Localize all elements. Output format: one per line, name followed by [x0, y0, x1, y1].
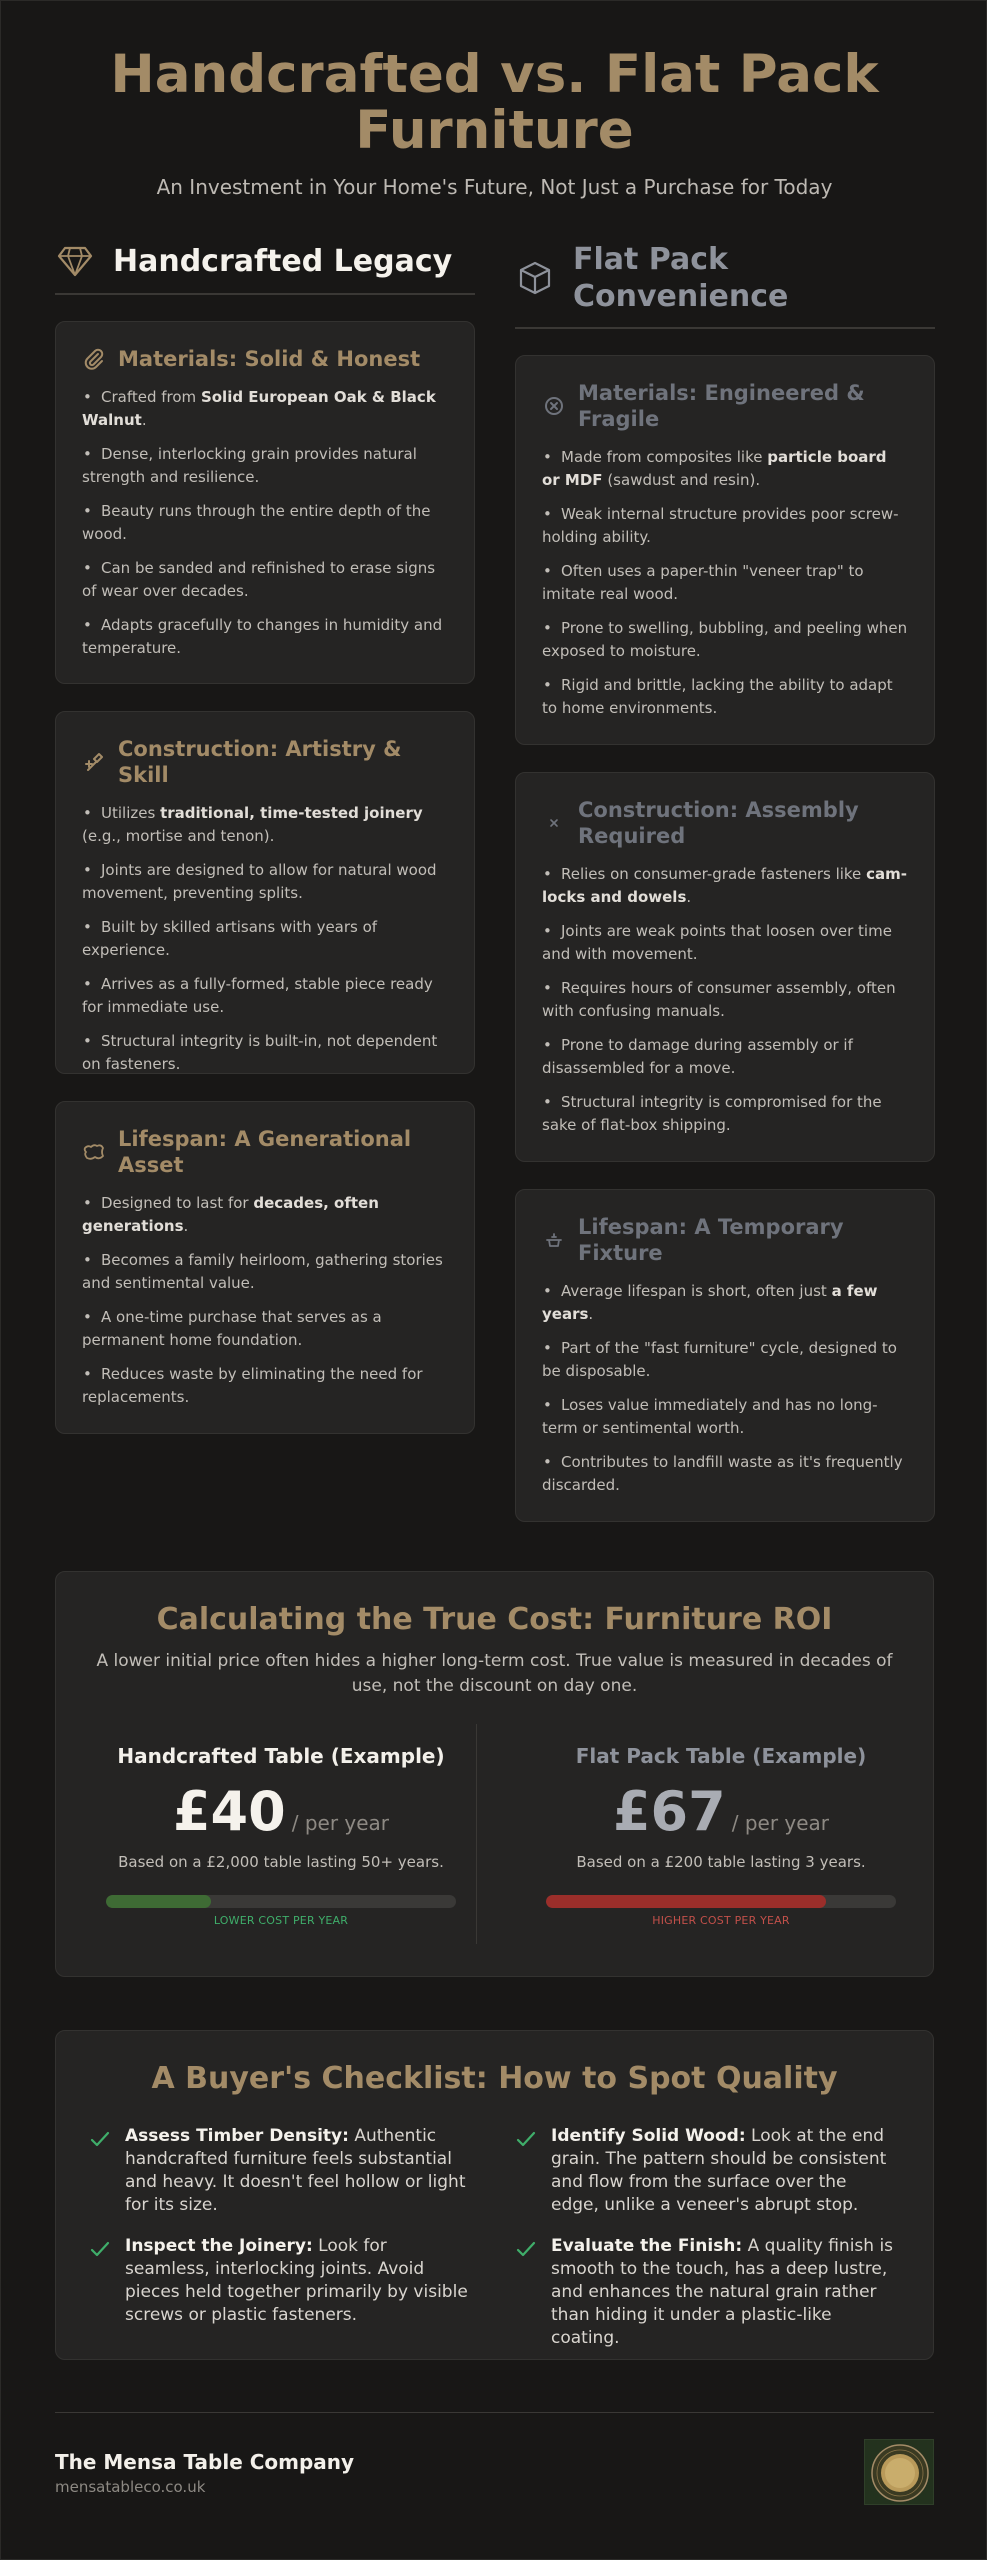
company-logo: [864, 2439, 934, 2505]
list-item: • Arrives as a fully-formed, stable piece ready for immediate use.: [82, 975, 433, 1016]
roi-handcrafted-amount: £40: [172, 1780, 286, 1843]
footer-divider: [55, 2412, 934, 2413]
footer-url[interactable]: mensatableco.co.uk: [55, 2478, 206, 2496]
roi-flatpack-per: / per year: [731, 1811, 830, 1835]
check-icon: [89, 2238, 111, 2260]
card-title: Lifespan: A Temporary Fixture: [578, 1215, 844, 1265]
roi-handcrafted-label: Handcrafted Table (Example): [117, 1744, 445, 1768]
list-item: • Average lifespan is short, often just a few years.: [542, 1282, 878, 1323]
roi-handcrafted-per: / per year: [291, 1811, 390, 1835]
x-circle-icon: [542, 394, 566, 418]
handcrafted-heading-text: Handcrafted Legacy: [113, 243, 453, 279]
roi-flatpack-label: Flat Pack Table (Example): [575, 1744, 867, 1768]
page-subtitle: An Investment in Your Home's Future, Not Just a Purchase for Today: [156, 175, 833, 199]
roi-flatpack-amount: £67: [612, 1780, 726, 1843]
footer-company-name: The Mensa Table Company: [55, 2450, 355, 2474]
list-item: • Designed to last for decades, often generations.: [82, 1194, 379, 1235]
roi-handcrafted: [91, 1744, 471, 1927]
trash-icon: [542, 1228, 566, 1252]
list-item: • Relies on consumer-grade fasteners like cam-locks and dowels.: [542, 865, 907, 906]
checklist-title: A Buyer's Checklist: How to Spot Quality: [151, 2061, 838, 2096]
roi-handcrafted-note: Based on a £2,000 table lasting 50+ years.: [118, 1853, 444, 1871]
handcrafted-heading: [55, 241, 475, 295]
card-title: Lifespan: A Generational Asset: [118, 1127, 412, 1177]
chisel-icon: [82, 750, 106, 774]
card-title: Construction: Assembly Required: [578, 798, 859, 848]
list-item: • Crafted from Solid European Oak & Black Walnut.: [82, 388, 436, 429]
roi-flatpack-bar-label: HIGHER COST PER YEAR: [652, 1914, 790, 1927]
roi-divider: [476, 1724, 477, 1944]
map-icon: [82, 1140, 106, 1164]
flatpack-column: [515, 241, 935, 1522]
list-item: • Prone to swelling, bubbling, and peeling when exposed to moisture.: [542, 619, 908, 660]
list-item: • Adapts gracefully to changes in humidity and temperature.: [82, 616, 443, 657]
list-item: • Requires hours of consumer assembly, often with confusing manuals.: [542, 979, 896, 1020]
list-item: • Dense, interlocking grain provides natural strength and resilience.: [82, 445, 417, 486]
header: [1, 44, 987, 199]
card-flatpack-lifespan: [515, 1189, 935, 1522]
flatpack-heading: [515, 241, 935, 329]
list-item: • A one-time purchase that serves as a permanent home foundation.: [82, 1308, 382, 1349]
card-title: Materials: Engineered & Fragile: [578, 381, 865, 431]
diamond-icon: [55, 241, 95, 281]
roi-flatpack-note: Based on a £200 table lasting 3 years.: [576, 1853, 866, 1871]
list-item: • Part of the "fast furniture" cycle, designed to be disposable.: [542, 1339, 897, 1380]
list-item: • Joints are designed to allow for natural wood movement, preventing splits.: [82, 861, 437, 902]
list-item: • Often uses a paper-thin "veneer trap" to imitate real wood.: [542, 562, 864, 603]
roi-flatpack-bar-fill: [546, 1895, 826, 1908]
checklist-item: Assess Timber Density: Authentic handcrafted furniture feels substantial and heavy. It doesn't feel hollow or light for its size.: [89, 2125, 469, 2217]
card-handcrafted-construction: [55, 711, 475, 1074]
roi-handcrafted-bar-label: LOWER COST PER YEAR: [213, 1914, 349, 1927]
check-icon: [89, 2128, 111, 2150]
paperclip-icon: [82, 347, 106, 371]
list-item: • Reduces waste by eliminating the need for replacements.: [82, 1365, 423, 1406]
card-handcrafted-lifespan: [55, 1101, 475, 1434]
list-item: • Structural integrity is compromised for the sake of flat-box shipping.: [542, 1093, 882, 1134]
list-item: • Built by skilled artisans with years of experience.: [82, 918, 378, 959]
page-title: Handcrafted vs. Flat Pack Furniture: [110, 44, 879, 161]
list-item: • Loses value immediately and has no long-term or sentimental worth.: [542, 1396, 878, 1437]
list-item: • Made from composites like particle board or MDF (sawdust and resin).: [542, 448, 887, 489]
card-flatpack-materials: [515, 355, 935, 745]
box-icon: [515, 258, 555, 298]
list-item: • Beauty runs through the entire depth of the wood.: [82, 502, 431, 543]
checklist-item: Inspect the Joinery: Look for seamless, interlocking joints. Avoid pieces held together primarily by visible screws or plastic fasteners.: [89, 2235, 469, 2327]
list-item: • Joints are weak points that loosen over time and with movement.: [542, 922, 892, 963]
list-item: • Structural integrity is built-in, not dependent on fasteners.: [82, 1032, 438, 1073]
list-item: • Weak internal structure provides poor screw-holding ability.: [542, 505, 899, 546]
card-handcrafted-materials: [55, 321, 475, 684]
list-item: • Contributes to landfill waste as it's frequently discarded.: [542, 1453, 903, 1494]
card-title: Construction: Artistry & Skill: [118, 737, 402, 787]
roi-handcrafted-bar: [106, 1895, 456, 1908]
check-icon: [515, 2128, 537, 2150]
roi-title: Calculating the True Cost: Furniture ROI: [156, 1602, 833, 1637]
list-item: • Utilizes traditional, time-tested joinery (e.g., mortise and tenon).: [82, 804, 423, 845]
card-flatpack-construction: [515, 772, 935, 1162]
handcrafted-column: [55, 241, 475, 1434]
roi-handcrafted-bar-fill: [106, 1895, 211, 1908]
roi-description: A lower initial price often hides a higher long-term cost. True value is measured in decades of use, not the discount on day one.: [96, 1651, 893, 1696]
buyers-checklist: [55, 2030, 934, 2360]
check-icon: [515, 2238, 537, 2260]
checklist-item: Evaluate the Finish: A quality finish is smooth to the touch, has a deep lustre, and enhances the natural grain rather than hiding it under a plastic-like coating.: [515, 2235, 895, 2350]
checklist-item: Identify Solid Wood: Look at the end grain. The pattern should be consistent and flow from the surface over the edge, unlike a veneer's abrupt stop.: [515, 2125, 895, 2217]
list-item: • Prone to damage during assembly or if disassembled for a move.: [542, 1036, 853, 1077]
flatpack-heading-text: Flat Pack Convenience: [573, 242, 789, 314]
roi-flatpack: [531, 1744, 911, 1927]
list-item: • Becomes a family heirloom, gathering stories and sentimental value.: [82, 1251, 443, 1292]
card-title: Materials: Solid & Honest: [118, 347, 421, 371]
seal-icon: [865, 2440, 935, 2506]
list-item: • Can be sanded and refinished to erase signs of wear over decades.: [82, 559, 436, 600]
roi-section: [55, 1571, 934, 1977]
roi-flatpack-bar: [546, 1895, 896, 1908]
list-item: • Rigid and brittle, lacking the ability to adapt to home environments.: [542, 676, 893, 717]
wrench-icon: [542, 811, 566, 835]
